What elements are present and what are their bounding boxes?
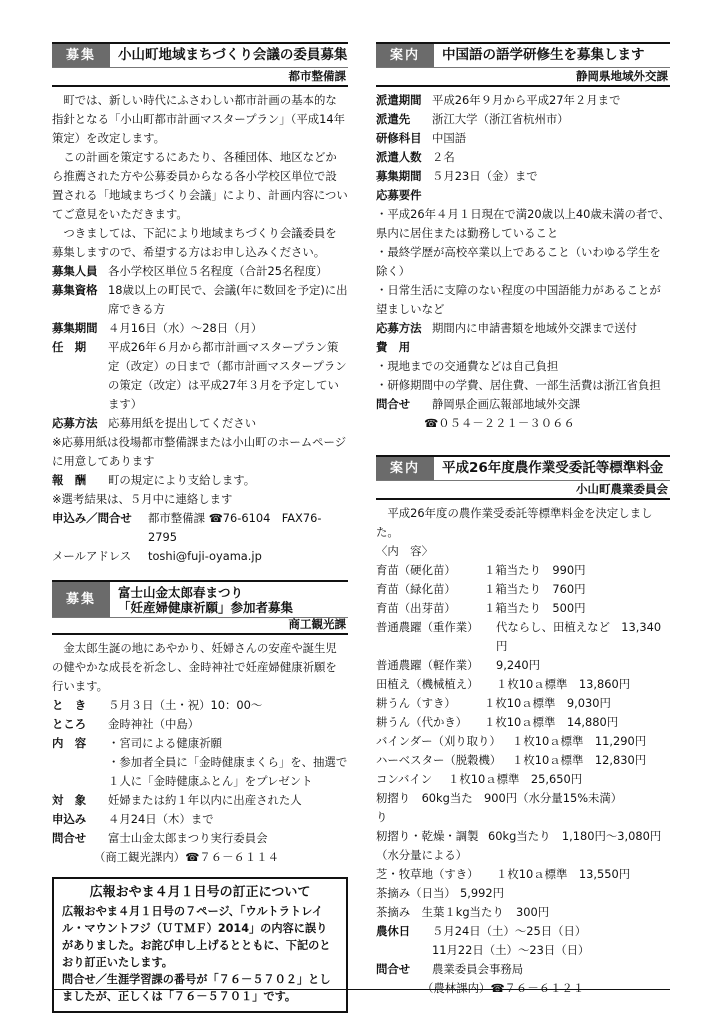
fee-row: 普通農躍（重作業） 代ならし、田植えなど 13,340円 (376, 620, 662, 653)
info-row: ところ 金時神社（中島） (52, 717, 200, 731)
holiday-continuation: 11月22日（土）～23日（日） (432, 943, 590, 957)
email-address[interactable]: toshi@fuji-oyama.jp (148, 549, 262, 563)
department-label: 都市整備課 (52, 68, 348, 87)
department-label: 静岡県地域外交課 (376, 68, 670, 87)
section-header-chinese (376, 42, 670, 68)
fee-note: （水分量による） (376, 848, 468, 862)
contact-row: 申込み／問合せ 都市整備課 ☎76-6104 FAX76-2795 (52, 511, 322, 544)
section-title: 平成26年度農作業受委託等標準料金 (442, 460, 664, 476)
fee-row: 芝・牧草地（すき） １枚10ａ標準 13,550円 (376, 867, 631, 881)
fee-row: 籾摺り 60kg当たり 900円（水分量15%未満） (376, 791, 623, 824)
fee-row: 茶摘み 生葉１kg当たり 300円 (376, 905, 550, 919)
paragraph: 町では、新しい時代にふさわしい都市計画の基本的な指針となる「小山町都市計画マスタープラン」（平成14年策定）を改定します。 (52, 93, 345, 145)
info-row: 問合せ 静岡県企画広報部地域外交課 (376, 397, 581, 411)
fee-row: 育苗（出芽苗） １箱当たり 500円 (376, 601, 586, 615)
fee-row: 普通農躍（軽作業） 9,240円 (376, 658, 540, 672)
info-row: 応募方法 期間内に申請書類を地域外交課まで送付 (376, 321, 638, 335)
fee-row: コンバイン １枚10ａ標準 25,650円 (376, 772, 583, 786)
section-tag: 募集 (52, 582, 110, 617)
section-tag: 案内 (376, 457, 434, 480)
section-header-festival (52, 580, 348, 618)
info-row: 問合せ 富士山金太郎まつり実行委員会 (52, 831, 268, 845)
requirement: ・平成26年４月１日現在で満20歳以上40歳未満の者で、県内に居住または勤務していること (376, 207, 670, 240)
info-row: 募集期間 ４月16日（水）～28日（月） (52, 321, 263, 335)
paragraph: 平成26年度の農作業受委託等標準料金を決定しました。 (376, 506, 653, 539)
paragraph: 金太郎生誕の地にあやかり、妊婦さんの安産や誕生児の健やかな成長を祈念し、金時神社で妊産婦健康祈願を行います。 (52, 641, 337, 693)
fee-row: バインダー（刈り取り） １枚10ａ標準 11,290円 (376, 734, 647, 748)
note: ※選考結果は、５月中に連絡します (52, 492, 233, 506)
info-continuation: ・参加者全員に「金時健康まくら」を、抽選で１人に「金時健康ふとん」をプレゼント (108, 755, 348, 788)
content-heading: 〈内 容〉 (376, 544, 433, 558)
section-title: 中国語の語学研修生を募集します (442, 47, 645, 63)
email-row: メールアドレス toshi@fuji-oyama.jp (52, 547, 348, 566)
info-row: 派遣人数 ２名 (376, 150, 455, 164)
footer-rule (52, 989, 670, 990)
info-row: 応募方法 応募用紙を提出してください (52, 416, 257, 430)
section-title: 小山町地域まちづくり会議の委員募集 (118, 47, 348, 63)
cost-item: ・研修期間中の学費、居住費、一部生活費は浙江省負担 (376, 378, 661, 392)
contact-phone: （農林課内）☎７６－６１２１ (422, 981, 585, 995)
requirement: ・最終学歴が高校卒業以上であること（いわゆる学生を除く） (376, 245, 661, 278)
note: ※応募用紙は役場都市整備課または小山町のホームページに用意してあります (52, 435, 347, 468)
fee-row: 茶摘み（日当） 5,992円 (376, 886, 504, 900)
info-row: 内 容 ・宮司による健康祈願 (52, 736, 222, 750)
requirements-heading: 応募要件 (376, 188, 422, 202)
fee-row: ハーベスター（脱穀機） １枚10ａ標準 12,830円 (376, 753, 647, 767)
correction-notice (52, 877, 348, 1013)
info-row: 募集資格 18歳以上の町民で、会議(年に数回を予定)に出席できる方 (52, 283, 348, 316)
cost-item: ・現地までの交通費などは自己負担 (376, 359, 559, 373)
section-tag: 募集 (52, 44, 110, 67)
info-row: 派遣期間 平成26年９月から平成27年２月まで (376, 93, 621, 107)
section-header-fees (376, 455, 670, 481)
fee-row: 耕うん（代かき） １枚10ａ標準 14,880円 (376, 715, 619, 729)
info-row: 申込み ４月24日（木）まで (52, 812, 214, 826)
fee-row: 籾摺り・乾燥・調製 60kg当たり 1,180円～3,080円 (376, 829, 662, 843)
notice-title: 広報おやま４月１日号の訂正について (89, 885, 311, 900)
notice-body: 問合せ／生涯学習課の番号が「７６－５７０２」としましたが、正しくは「７６－５７０１」です。 (62, 973, 331, 1003)
paragraph: つきましては、下記により地域まちづくり会議委員を募集しますので、希望する方はお申し込みください。 (52, 226, 337, 259)
right-column (376, 42, 670, 998)
fee-row: 育苗（硬化苗） １箱当たり 990円 (376, 563, 586, 577)
info-row: と き ５月３日（土・祝）10：00～ (52, 698, 263, 712)
info-row: 研修科目 中国語 (376, 131, 467, 145)
info-row: 任 期 平成26年６月から都市計画マスタープラン策定（改定）の日まで（都市計画マスタープランの策定（改定）は平成27年３月を予定しています） (52, 340, 347, 411)
fee-row: 育苗（緑化苗） １箱当たり 760円 (376, 582, 586, 596)
section-title: 富士山金太郎春まつり 「妊産婦健康祈願」参加者募集 (118, 584, 294, 615)
left-column (52, 42, 348, 1013)
cost-heading: 費 用 (376, 340, 411, 354)
info-row: 募集人員 各小学校区単位５名程度（合計25名程度） (52, 264, 328, 278)
info-row: 報 酬 町の規定により支給します。 (52, 473, 256, 487)
fee-list (376, 561, 670, 922)
info-row: 対 象 妊婦または約１年以内に出産された人 (52, 793, 302, 807)
department-label: 小山町農業委員会 (376, 481, 670, 500)
info-row: 問合せ 農業委員会事務局 (376, 962, 524, 976)
contact-phone: （商工観光課内）☎７６－６１１４ (94, 850, 280, 864)
info-row: 派遣先 浙江大学（浙江省杭州市） (376, 112, 569, 126)
info-row: 募集期間 ５月23日（金）まで (376, 169, 538, 183)
section-header-committee (52, 42, 348, 68)
requirement: ・日常生活に支障のない程度の中国語能力があることが望ましいなど (376, 283, 661, 316)
fee-row: 耕うん（すき） １枚10ａ標準 9,030円 (376, 696, 611, 710)
info-row: 農休日 ５月24日（土）～25日（日） (376, 924, 587, 938)
paragraph: この計画を策定するにあたり、各種団体、地区などから推薦された方や公募委員からなる各小学校区単位で設置される「地域まちづくり会議」により、計画内容についてご意見をいただきます。 (52, 150, 348, 221)
fee-row: 田植え（機械植え） １枚10ａ標準 13,860円 (376, 677, 631, 691)
section-tag: 案内 (376, 44, 434, 67)
contact-phone: ☎０５４－２２１－３０６６ (424, 416, 575, 430)
notice-body: 広報おやま４月１日号の７ページ、「ウルトラトレイル・マウントフジ（ＵＴＭＦ）2014」の内容に誤りがありました。お詫び申し上げるとともに、下記のとおり訂正いたします。 (62, 905, 331, 969)
department-label: 商工観光課 (52, 616, 348, 635)
